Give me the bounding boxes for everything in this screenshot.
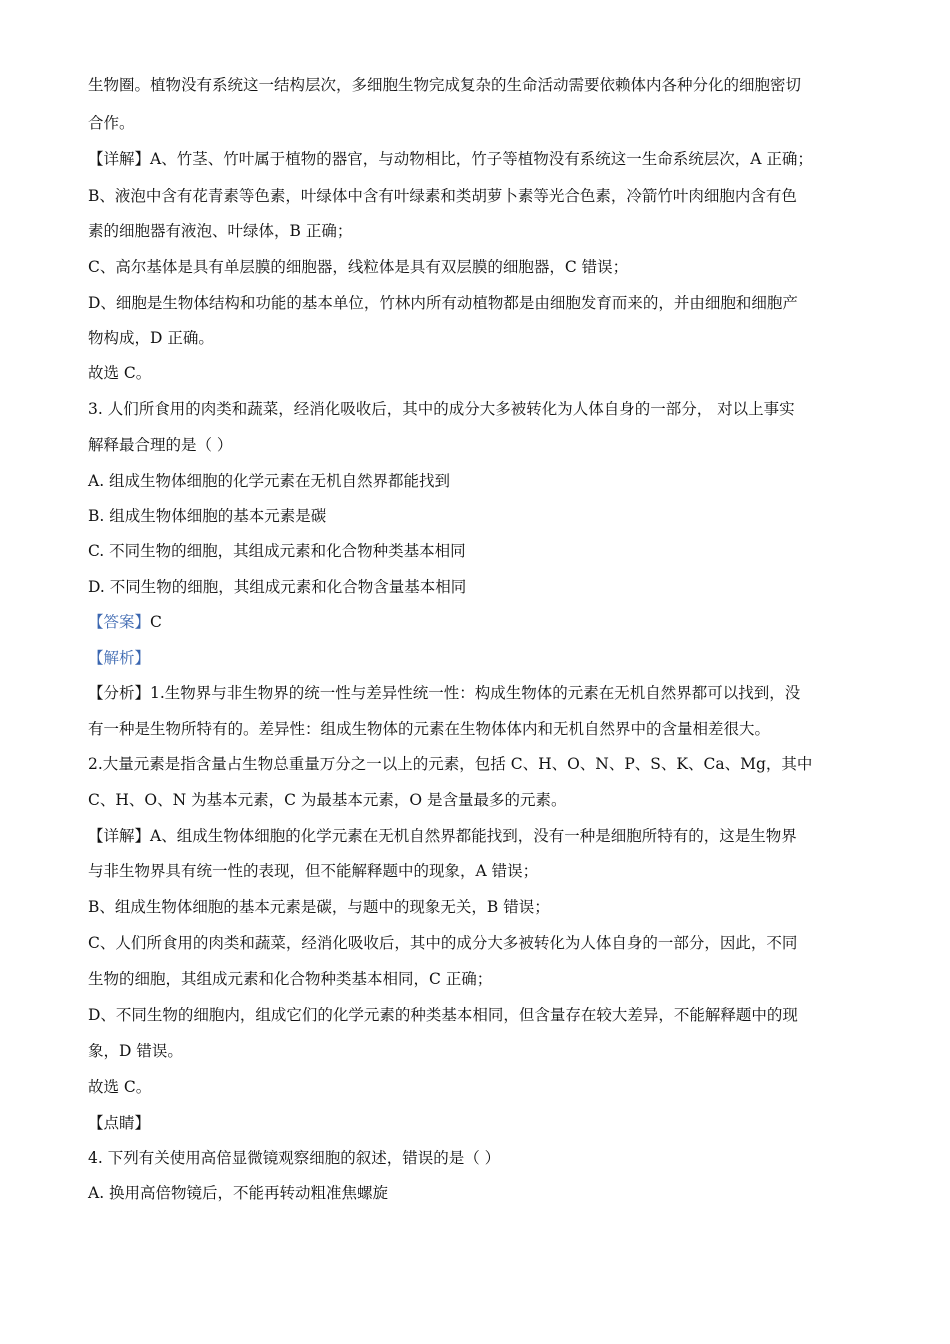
question-3-stem: 3. 人们所食用的肉类和蔬菜，经消化吸收后，其中的成分大多被转化为人体自身的一部分， 对以上事实 xyxy=(88,400,795,418)
text-line: C、人们所食用的肉类和蔬菜，经消化吸收后，其中的成分大多被转化为人体自身的一部分，因此，不同 xyxy=(88,934,798,952)
text-line: 【详解】A、竹茎、竹叶属于植物的器官，与动物相比，竹子等植物没有系统这一生命系统层次，A 正确； xyxy=(88,150,813,168)
text-line: 合作。 xyxy=(88,114,135,132)
text-line: D、细胞是生物体结构和功能的基本单位，竹林内所有动植物都是由细胞发育而来的，并由细胞和细胞产 xyxy=(88,294,798,312)
option-d: D. 不同生物的细胞，其组成元素和化合物含量基本相同 xyxy=(88,578,467,596)
text-line: 物构成，D 正确。 xyxy=(88,329,214,347)
text-line: 素的细胞器有液泡、叶绿体，B 正确； xyxy=(88,222,353,240)
text-line: D、不同生物的细胞内，组成它们的化学元素的种类基本相同，但含量存在较大差异，不能解释题中的现 xyxy=(88,1006,798,1024)
text-line: B、组成生物体细胞的基本元素是碳，与题中的现象无关，B 错误； xyxy=(88,898,550,916)
option-c: C. 不同生物的细胞，其组成元素和化合物种类基本相同 xyxy=(88,542,466,560)
text-line: B、液泡中含有花青素等色素，叶绿体中含有叶绿素和类胡萝卜素等光合色素，冷箭竹叶肉细胞内含有色 xyxy=(88,187,797,205)
text-line: C、高尔基体是具有单层膜的细胞器，线粒体是具有双层膜的细胞器，C 错误； xyxy=(88,258,629,276)
text-line: 与非生物界具有统一性的表现，但不能解释题中的现象，A 错误； xyxy=(88,862,539,880)
text-line: 象，D 错误。 xyxy=(88,1042,183,1060)
tip-label: 【点睛】 xyxy=(88,1114,151,1132)
answer-line xyxy=(88,611,162,633)
text-line: 【详解】A、组成生物体细胞的化学元素在无机自然界都能找到，没有一种是细胞所特有的，这是生物界 xyxy=(88,827,797,845)
option-a: A. 换用高倍物镜后，不能再转动粗准焦螺旋 xyxy=(88,1184,389,1202)
option-a: A. 组成生物体细胞的化学元素在无机自然界都能找到 xyxy=(88,472,451,490)
answer-value: C xyxy=(150,613,162,631)
question-4-stem: 4. 下列有关使用高倍显微镜观察细胞的叙述，错误的是（ ） xyxy=(88,1149,501,1167)
text-line: 2.大量元素是指含量占生物总重量万分之一以上的元素，包括 C、H、O、N、P、S、K、Ca、Mg，其中 xyxy=(88,755,813,773)
analysis-label: 【解析】 xyxy=(88,649,151,667)
text-line: C、H、O、N 为基本元素，C 为最基本元素，O 是含量最多的元素。 xyxy=(88,791,567,809)
text-line: 生物的细胞，其组成元素和化合物种类基本相同，C 正确； xyxy=(88,970,493,988)
text-line: 有一种是生物所特有的。差异性：组成生物体的元素在生物体体内和无机自然界中的含量相差很大。 xyxy=(88,720,771,738)
text-line: 故选 C。 xyxy=(88,364,152,382)
text-line: 【分析】1.生物界与非生物界的统一性与差异性统一性：构成生物体的元素在无机自然界都可以找到，没 xyxy=(88,684,801,702)
text-line: 生物圈。植物没有系统这一结构层次，多细胞生物完成复杂的生命活动需要依赖体内各种分化的细胞密切 xyxy=(88,76,802,94)
question-3-stem-cont: 解释最合理的是（ ） xyxy=(88,436,233,454)
answer-label: 【答案】 xyxy=(88,613,151,631)
text-line: 故选 C。 xyxy=(88,1078,152,1096)
option-b: B. 组成生物体细胞的基本元素是碳 xyxy=(88,507,327,525)
